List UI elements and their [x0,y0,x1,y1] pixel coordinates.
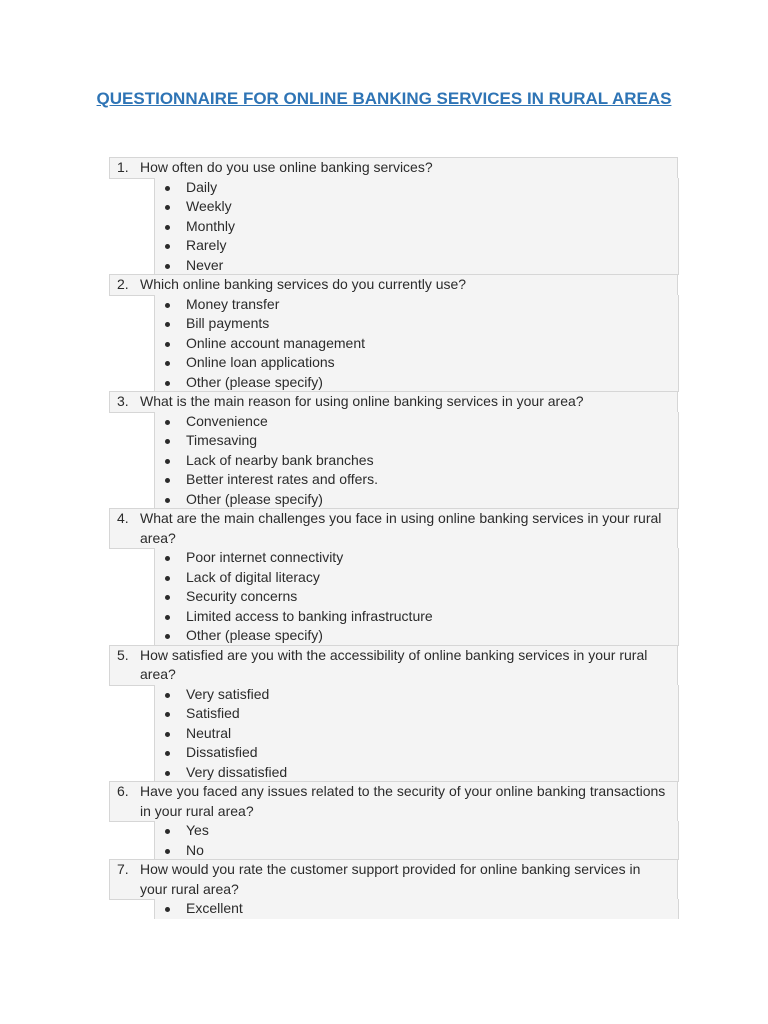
options-list [154,821,679,860]
option-item [155,314,678,334]
option-label: Money transfer [186,295,280,312]
question-7 [109,859,678,900]
option-item [155,295,678,315]
question-text: Have you faced any issues related to the security of your online banking transactions in your rural area? [140,783,666,819]
bullet-icon [165,264,170,269]
bullet-icon [165,381,170,386]
options-list [154,899,679,919]
bullet-icon [165,829,170,834]
option-item [155,334,678,354]
option-label: Timesaving [186,432,258,448]
bullet-icon [165,576,170,581]
question-text: What is the main reason for using online banking services in your area? [140,393,584,409]
option-label: Online loan applications [186,354,335,370]
option-item [155,841,678,861]
bullet-icon [165,244,170,249]
option-label: Better interest rates and offers. [186,471,378,487]
option-label: Very dissatisfied [186,763,288,780]
option-label: Excellent [186,900,243,916]
question-text: How satisfied are you with the accessibility of online banking services in your rural area? [140,646,648,682]
option-label: Other (please specify) [186,490,323,507]
option-label: Poor internet connectivity [186,549,344,565]
option-item [155,548,678,568]
option-item [155,490,678,510]
question-list [109,158,678,919]
question-3 [109,391,678,413]
question-text: How would you rate the customer support provided for online banking services in your rural area? [140,861,641,897]
option-item [155,607,678,627]
question-number: 6. [117,783,129,799]
document-title [0,89,768,109]
question-number: 1. [117,159,129,175]
option-label: Monthly [186,217,236,234]
question-1 [109,157,678,179]
bullet-icon [165,498,170,503]
question-number: 5. [117,646,129,663]
bullet-icon [165,459,170,464]
option-label: Dissatisfied [186,744,258,760]
option-label: Other (please specify) [186,627,323,643]
bullet-icon [165,478,170,483]
bullet-icon [165,361,170,366]
bullet-icon [165,225,170,230]
question-number: 7. [117,861,129,877]
bullet-icon [165,712,170,717]
bullet-icon [165,205,170,210]
option-label: Satisfied [186,705,240,721]
option-item [155,431,678,451]
options-list [154,412,679,510]
bullet-icon [165,907,170,912]
option-item [155,236,678,256]
bullet-icon [165,771,170,776]
option-item [155,451,678,471]
option-label: Bill payments [186,315,270,331]
option-item [155,178,678,198]
option-item [155,704,678,724]
bullet-icon [165,615,170,620]
option-item [155,217,678,237]
bullet-icon [165,303,170,308]
option-item [155,821,678,841]
bullet-icon [165,693,170,698]
option-item [155,626,678,646]
option-item [155,587,678,607]
bullet-icon [165,439,170,444]
question-text: What are the main challenges you face in using online banking services in your rural area? [140,510,662,546]
bullet-icon [165,732,170,737]
option-item [155,197,678,217]
option-label: Convenience [186,412,268,429]
option-item [155,568,678,588]
option-label: No [186,841,204,858]
options-list [154,295,679,393]
option-label: Neutral [186,724,232,741]
option-label: Lack of digital literacy [186,568,320,585]
option-label: Yes [186,822,209,838]
bullet-icon [165,634,170,639]
question-number: 2. [117,276,129,292]
bullet-icon [165,420,170,425]
bullet-icon [165,322,170,327]
option-item [155,743,678,763]
option-item [155,685,678,705]
bullet-icon [165,849,170,854]
option-item [155,256,678,276]
question-2 [109,274,678,296]
bullet-icon [165,186,170,191]
option-label: Never [186,256,224,273]
option-label: Limited access to banking infrastructure [186,607,433,624]
option-item [155,470,678,490]
option-label: Other (please specify) [186,373,323,390]
document-title-text: QUESTIONNAIRE FOR ONLINE BANKING SERVICES IN RURAL AREAS [96,89,672,108]
question-5 [109,645,678,686]
option-item [155,763,678,783]
bullet-icon [165,595,170,600]
question-4 [109,508,678,549]
question-number: 3. [117,393,129,409]
options-list [154,548,679,646]
option-label: Rarely [186,237,227,253]
option-item [155,724,678,744]
options-list [154,685,679,783]
options-list [154,178,679,276]
question-6 [109,781,678,822]
question-number: 4. [117,510,129,526]
option-item [155,412,678,432]
bullet-icon [165,751,170,756]
option-label: Lack of nearby bank branches [186,451,374,468]
option-item [155,373,678,393]
option-label: Online account management [186,334,365,351]
bullet-icon [165,556,170,561]
option-label: Very satisfied [186,685,270,702]
option-item [155,353,678,373]
question-text: How often do you use online banking services? [140,159,433,175]
question-text: Which online banking services do you currently use? [140,276,467,292]
option-item [155,899,678,919]
bullet-icon [165,342,170,347]
option-label: Daily [186,178,218,195]
option-label: Security concerns [186,588,298,604]
option-label: Weekly [186,198,232,214]
